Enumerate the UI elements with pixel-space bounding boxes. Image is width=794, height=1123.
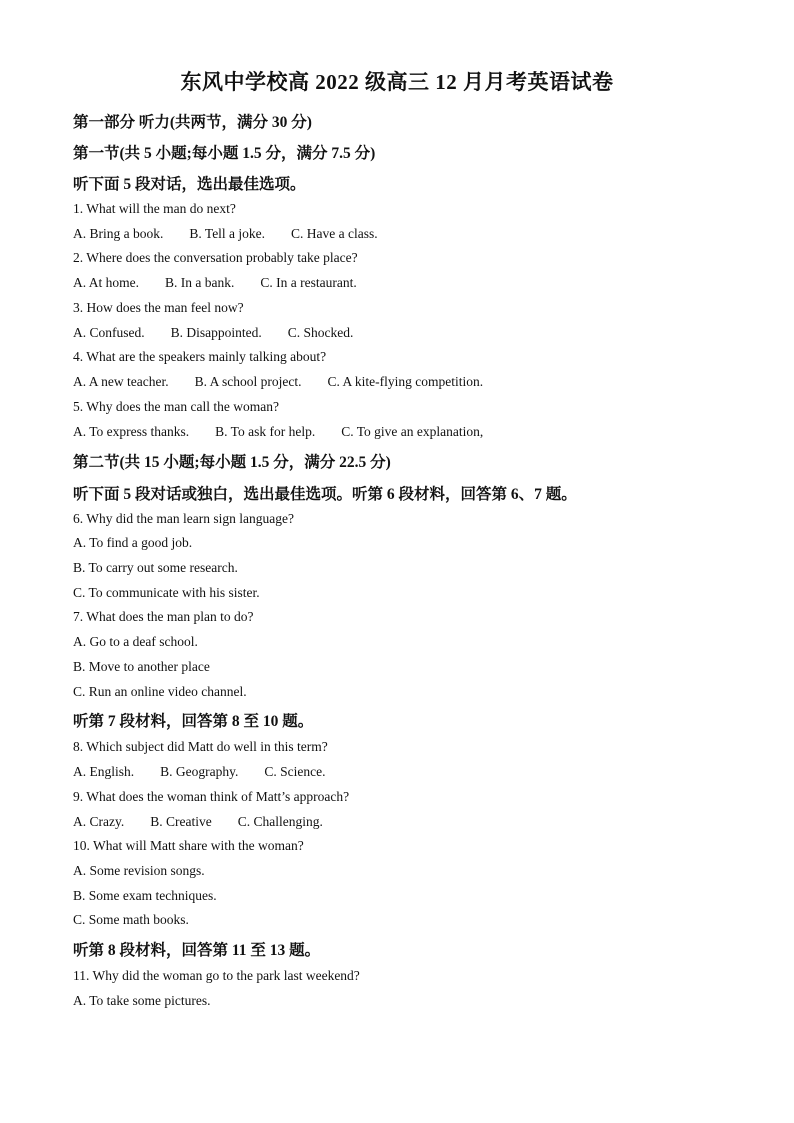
question-8: 8. Which subject did Matt do well in this term?: [73, 739, 328, 754]
question-10: 10. What will Matt share with the woman?: [73, 838, 304, 853]
question-7-option-c: C. Run an online video channel.: [73, 684, 247, 699]
part1-heading: 第一部分 听力(共两节，满分 30 分): [73, 114, 312, 131]
option-a: A. To express thanks.: [73, 424, 190, 439]
option-c: C. Have a class.: [291, 226, 378, 241]
option-b: B. Tell a joke.: [189, 226, 266, 241]
question-6-option-a: A. To find a good job.: [73, 535, 193, 550]
section1-heading: 第一节(共 5 小题;每小题 1.5 分，满分 7.5 分): [73, 145, 376, 162]
question-2-options: [73, 275, 357, 291]
question-4: 4. What are the speakers mainly talking about?: [73, 349, 327, 364]
option-a: A. English.: [73, 764, 135, 779]
option-a: A. At home.: [73, 275, 139, 290]
option-b: B. To ask for help.: [215, 424, 316, 439]
question-3-options: [73, 325, 353, 341]
option-c: C. A kite-flying competition.: [327, 374, 484, 389]
option-b: B. A school project.: [194, 374, 302, 389]
option-a: A. Confused.: [73, 325, 145, 340]
option-b: B. Creative: [150, 814, 212, 829]
question-9: 9. What does the woman think of Matt’s approach?: [73, 789, 350, 804]
question-11: 11. Why did the woman go to the park last weekend?: [73, 968, 360, 983]
question-10-option-a: A. Some revision songs.: [73, 863, 205, 878]
option-c: C. To give an explanation,: [341, 424, 484, 439]
option-b: B. Geography.: [160, 764, 239, 779]
option-c: C. Science.: [264, 764, 326, 779]
option-a: A. Bring a book.: [73, 226, 164, 241]
question-2: 2. Where does the conversation probably take place?: [73, 250, 358, 265]
question-8-options: [73, 764, 325, 780]
section2-heading: 第二节(共 15 小题;每小题 1.5 分，满分 22.5 分): [73, 454, 391, 471]
option-a: A. Crazy.: [73, 814, 125, 829]
question-4-options: [73, 374, 483, 390]
question-1-options: [73, 226, 378, 242]
question-6-option-c: C. To communicate with his sister.: [73, 585, 260, 600]
option-c: C. Shocked.: [287, 325, 354, 340]
question-5-options: [73, 424, 483, 440]
question-10-option-c: C. Some math books.: [73, 912, 189, 927]
section2-instruction: 听下面 5 段对话或独白，选出最佳选项。听第 6 段材料，回答第 6、7 题。: [73, 486, 577, 503]
option-a: A. A new teacher.: [73, 374, 169, 389]
question-5: 5. Why does the man call the woman?: [73, 399, 279, 414]
question-7-option-b: B. Move to another place: [73, 659, 210, 674]
option-c: C. In a restaurant.: [260, 275, 357, 290]
page-title: 东风中学校高 2022 级高三 12 月月考英语试卷: [180, 70, 614, 94]
section1-instruction: 听下面 5 段对话，选出最佳选项。: [73, 176, 306, 193]
question-7: 7. What does the man plan to do?: [73, 609, 254, 624]
question-6: 6. Why did the man learn sign language?: [73, 511, 294, 526]
question-10-option-b: B. Some exam techniques.: [73, 888, 217, 903]
option-b: B. Disappointed.: [170, 325, 262, 340]
option-b: B. In a bank.: [165, 275, 235, 290]
question-11-option-a: A. To take some pictures.: [73, 993, 211, 1008]
question-7-option-a: A. Go to a deaf school.: [73, 634, 198, 649]
passage7-instruction: 听第 7 段材料，回答第 8 至 10 题。: [73, 713, 314, 730]
question-1: 1. What will the man do next?: [73, 201, 236, 216]
question-6-option-b: B. To carry out some research.: [73, 560, 238, 575]
question-3: 3. How does the man feel now?: [73, 300, 244, 315]
question-9-options: [73, 814, 323, 830]
option-c: C. Challenging.: [237, 814, 323, 829]
passage8-instruction: 听第 8 段材料，回答第 11 至 13 题。: [73, 942, 321, 959]
